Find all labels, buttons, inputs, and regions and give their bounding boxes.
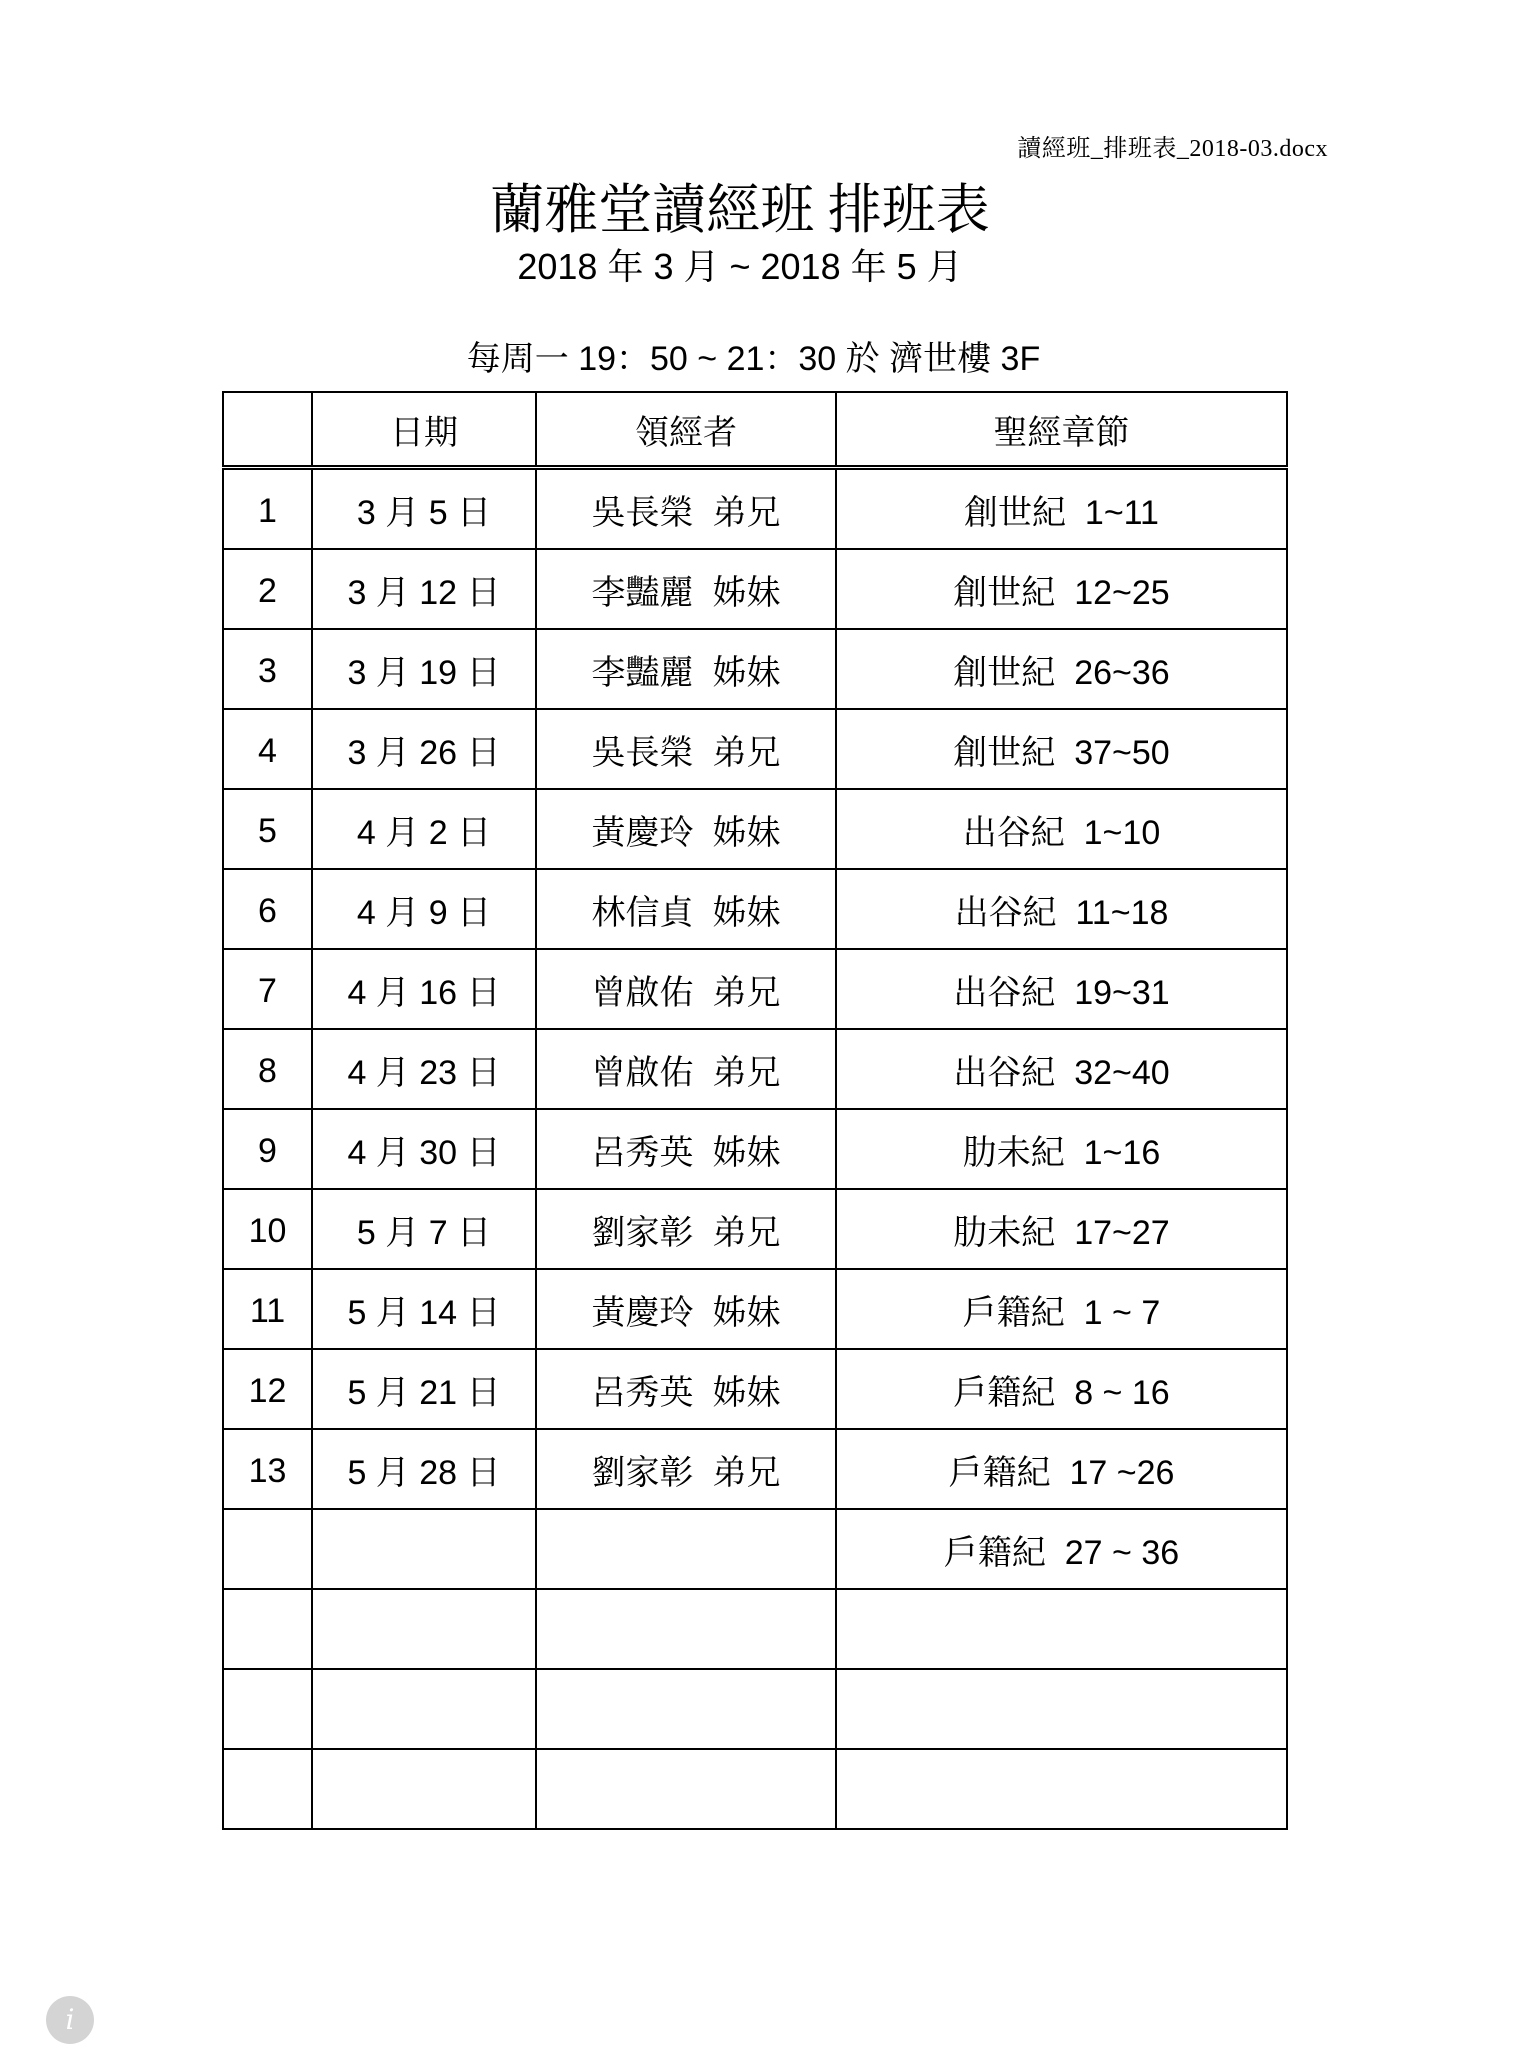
table-row	[223, 1269, 1287, 1349]
row-index: 7	[223, 949, 312, 1029]
row-leader: 曾啟佑 弟兄	[536, 949, 836, 1029]
row-chapters: 肋未紀 1~16	[836, 1109, 1287, 1189]
row-index: 9	[223, 1109, 312, 1189]
table-row	[223, 629, 1287, 709]
row-index: 10	[223, 1189, 312, 1269]
row-chapters	[836, 1749, 1287, 1829]
row-date: 4 月 16 日	[312, 949, 536, 1029]
row-date: 5 月 21 日	[312, 1349, 536, 1429]
row-leader: 林信貞 姊妹	[536, 869, 836, 949]
table-row	[223, 1669, 1287, 1749]
table-row	[223, 709, 1287, 789]
row-index: 12	[223, 1349, 312, 1429]
row-date	[312, 1589, 536, 1669]
header-chapters: 聖經章節	[836, 392, 1287, 468]
document-filename: 讀經班_排班表_2018-03.docx	[1017, 136, 1328, 162]
header-date: 日期	[312, 392, 536, 468]
table-row	[223, 1509, 1287, 1589]
table-row	[223, 1109, 1287, 1189]
row-date: 4 月 30 日	[312, 1109, 536, 1189]
row-index	[223, 1669, 312, 1749]
row-date: 5 月 28 日	[312, 1429, 536, 1509]
row-chapters: 創世紀 12~25	[836, 549, 1287, 629]
row-date: 4 月 23 日	[312, 1029, 536, 1109]
roster-table	[222, 391, 1288, 1830]
row-chapters: 出谷紀 32~40	[836, 1029, 1287, 1109]
row-index: 11	[223, 1269, 312, 1349]
row-date: 4 月 2 日	[312, 789, 536, 869]
row-date: 5 月 7 日	[312, 1189, 536, 1269]
row-index	[223, 1589, 312, 1669]
row-chapters: 出谷紀 1~10	[836, 789, 1287, 869]
date-range: 2018 年 3 月 ~ 2018 年 5 月	[517, 246, 963, 287]
row-index: 8	[223, 1029, 312, 1109]
row-leader	[536, 1589, 836, 1669]
row-leader	[536, 1509, 836, 1589]
row-index	[223, 1749, 312, 1829]
row-index: 13	[223, 1429, 312, 1509]
row-date	[312, 1749, 536, 1829]
row-index: 6	[223, 869, 312, 949]
row-chapters: 肋未紀 17~27	[836, 1189, 1287, 1269]
row-leader: 李豔麗 姊妹	[536, 549, 836, 629]
row-leader: 劉家彰 弟兄	[536, 1429, 836, 1509]
row-leader: 吳長榮 弟兄	[536, 709, 836, 789]
row-leader: 呂秀英 姊妹	[536, 1349, 836, 1429]
row-date: 5 月 14 日	[312, 1269, 536, 1349]
table-row	[223, 1349, 1287, 1429]
table-row	[223, 468, 1287, 550]
row-chapters: 出谷紀 19~31	[836, 949, 1287, 1029]
row-chapters: 戶籍紀 1 ~ 7	[836, 1269, 1287, 1349]
row-chapters: 戶籍紀 8 ~ 16	[836, 1349, 1287, 1429]
row-leader: 呂秀英 姊妹	[536, 1109, 836, 1189]
table-header-row	[223, 392, 1287, 468]
meeting-schedule: 每周一 19：50 ~ 21：30 於 濟世樓 3F	[466, 340, 1041, 378]
row-date: 3 月 26 日	[312, 709, 536, 789]
row-leader	[536, 1749, 836, 1829]
table-row	[223, 1749, 1287, 1829]
row-chapters: 創世紀 37~50	[836, 709, 1287, 789]
row-date: 3 月 12 日	[312, 549, 536, 629]
row-chapters	[836, 1669, 1287, 1749]
row-leader	[536, 1669, 836, 1749]
table-row	[223, 789, 1287, 869]
row-index: 5	[223, 789, 312, 869]
row-date	[312, 1669, 536, 1749]
row-date: 4 月 9 日	[312, 869, 536, 949]
row-date	[312, 1509, 536, 1589]
table-row	[223, 1589, 1287, 1669]
row-date: 3 月 5 日	[312, 468, 536, 550]
row-chapters: 創世紀 26~36	[836, 629, 1287, 709]
header-leader: 領經者	[536, 392, 836, 468]
row-leader: 劉家彰 弟兄	[536, 1189, 836, 1269]
row-index: 4	[223, 709, 312, 789]
row-leader: 李豔麗 姊妹	[536, 629, 836, 709]
row-chapters: 出谷紀 11~18	[836, 869, 1287, 949]
table-row	[223, 1429, 1287, 1509]
row-date: 3 月 19 日	[312, 629, 536, 709]
row-leader: 曾啟佑 弟兄	[536, 1029, 836, 1109]
row-leader: 黃慶玲 姊妹	[536, 1269, 836, 1349]
row-index	[223, 1509, 312, 1589]
row-leader: 吳長榮 弟兄	[536, 468, 836, 550]
header-index	[223, 392, 312, 468]
table-row	[223, 1029, 1287, 1109]
row-chapters: 戶籍紀 17 ~26	[836, 1429, 1287, 1509]
table-row	[223, 869, 1287, 949]
info-icon[interactable]: i	[46, 1996, 94, 2044]
document-title: 蘭雅堂讀經班 排班表	[490, 180, 990, 240]
row-leader: 黃慶玲 姊妹	[536, 789, 836, 869]
row-chapters	[836, 1589, 1287, 1669]
row-index: 1	[223, 468, 312, 550]
row-index: 2	[223, 549, 312, 629]
table-row	[223, 549, 1287, 629]
table-row	[223, 1189, 1287, 1269]
row-chapters: 戶籍紀 27 ~ 36	[836, 1509, 1287, 1589]
row-index: 3	[223, 629, 312, 709]
table-row	[223, 949, 1287, 1029]
row-chapters: 創世紀 1~11	[836, 468, 1287, 550]
